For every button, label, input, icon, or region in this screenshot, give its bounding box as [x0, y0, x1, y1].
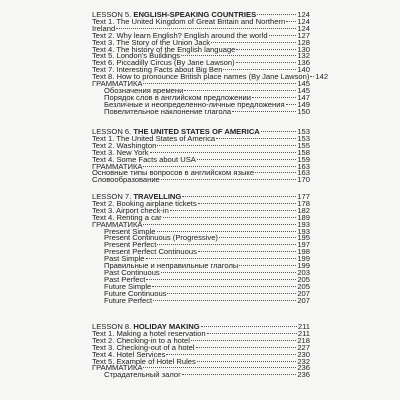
dot-leader — [223, 69, 296, 70]
entry-title: Text 5. London's Buildings — [92, 51, 180, 61]
entry-title: Text 2. Booking airplane tickets — [92, 198, 197, 208]
dot-leader — [232, 111, 296, 112]
entry-title: Повелительное наклонение глагола — [104, 106, 232, 116]
page-number: 207 — [297, 295, 310, 305]
entry-title: Безличные и неопределенно-личные предложения — [104, 99, 285, 109]
page-number: 236 — [297, 363, 310, 373]
dot-leader — [286, 104, 297, 105]
entry-title: Present Perfect Continuous — [104, 247, 197, 257]
lesson-number: LESSON 7. — [92, 192, 134, 201]
page-number: 205 — [297, 274, 310, 284]
dot-leader — [157, 231, 297, 232]
page-number: 230 — [297, 349, 310, 359]
page-number: 153 — [297, 133, 310, 143]
dot-leader — [236, 62, 297, 63]
dot-leader — [163, 217, 297, 218]
toc-subentry[interactable] — [104, 107, 310, 116]
entry-title: Text 4. Hotel Services — [92, 349, 166, 359]
toc-subentry[interactable] — [104, 296, 310, 305]
entry-title: Text 2. Why learn English? English around the world — [92, 30, 268, 40]
lesson-title: THE UNITED STATES OF AMERICA — [133, 127, 260, 136]
entry-title: Text 4. Some Facts about USA — [92, 154, 196, 164]
dot-leader — [252, 97, 296, 98]
dot-leader — [181, 55, 296, 56]
dot-leader — [198, 251, 296, 252]
entry-title: Present Continuous (Progressive) — [104, 233, 218, 243]
dot-leader — [143, 224, 296, 225]
page-number: 145 — [297, 79, 310, 88]
page-number: 193 — [297, 219, 310, 229]
dot-leader — [184, 90, 296, 91]
dot-leader — [219, 237, 296, 238]
page-number: 218 — [297, 335, 310, 345]
entry-title: Text 4. Renting a car — [92, 212, 162, 222]
lesson-number: LESSON 8. — [92, 322, 134, 331]
entry-title: Text 3. Checking-out of a hotel — [92, 342, 195, 352]
dot-leader — [143, 83, 296, 84]
dot-leader — [150, 152, 297, 153]
dot-leader — [166, 354, 296, 355]
page-number: 189 — [297, 212, 310, 222]
page-number: 128 — [297, 37, 310, 47]
entry-title: Present Perfect — [104, 240, 157, 250]
lesson-number: LESSON 6. — [92, 127, 134, 136]
entry-title: Страдательный залог — [104, 370, 181, 380]
dot-leader — [211, 42, 296, 43]
entry-title: ГРАММАТИКА — [92, 79, 143, 88]
page-number: 198 — [297, 247, 310, 257]
page-number: 150 — [297, 106, 310, 116]
page-number: 155 — [297, 140, 310, 150]
page-number: 163 — [297, 168, 310, 178]
dot-leader — [146, 258, 297, 259]
page-number: 178 — [297, 198, 310, 208]
dot-leader — [161, 272, 297, 273]
page-number: 227 — [297, 342, 310, 352]
dot-leader — [152, 286, 296, 287]
entry-title: Text 1. The United States of America — [92, 133, 216, 143]
entry-title: Text 3. New York — [92, 147, 149, 157]
dot-leader — [157, 244, 296, 245]
page-number: 195 — [297, 233, 310, 243]
entry-title: Text 6. Piccadilly Circus (By Jane Lawson) — [92, 58, 235, 68]
entry-title: Text 1. Making a hotel reservation — [92, 328, 206, 338]
dot-leader — [116, 28, 296, 29]
page-number: 203 — [297, 267, 310, 277]
dot-leader — [255, 172, 296, 173]
entry-title: Text 7. Interesting Facts about Big Ben — [92, 65, 223, 75]
dot-leader — [257, 14, 296, 15]
dot-leader — [269, 35, 297, 36]
page-number: 211 — [297, 322, 310, 331]
page-number: 182 — [297, 205, 310, 215]
dot-leader — [191, 340, 296, 341]
page-number: 127 — [297, 30, 310, 40]
dot-leader — [167, 293, 296, 294]
toc-subentry[interactable] — [104, 370, 310, 379]
entry-title: Порядок слов в английском предложении — [104, 92, 251, 102]
entry-title: Past Perfect — [104, 274, 146, 284]
dot-leader — [216, 138, 296, 139]
dot-leader — [261, 131, 297, 132]
dot-leader — [197, 361, 297, 362]
entry-title: Text 2. Checking-in to a hotel — [92, 335, 190, 345]
entry-title: Text 5. Example of Hotel Rules — [92, 356, 196, 366]
dot-leader — [236, 49, 296, 50]
dot-leader — [153, 300, 296, 301]
page-number: 147 — [297, 92, 310, 102]
entry-title: Text 4. The history of the English language — [92, 44, 236, 54]
page-number: 163 — [297, 161, 310, 171]
entry-title: Text 2. Washington — [92, 140, 157, 150]
entry-title: Future Simple — [104, 281, 152, 291]
dot-leader — [143, 166, 296, 167]
lesson-title: HOLIDAY MAKING — [133, 322, 200, 331]
dot-leader — [161, 179, 297, 180]
page-number: 170 — [297, 175, 310, 185]
page-number: 158 — [297, 147, 310, 157]
page-number: 197 — [297, 240, 310, 250]
entry-title: Обозначения времени — [104, 85, 184, 95]
page-number: 142 — [315, 72, 329, 82]
page-number: 145 — [297, 85, 310, 95]
page-number: 211 — [297, 328, 310, 338]
page-number: 193 — [297, 226, 310, 236]
page-number: 207 — [297, 288, 310, 298]
page-number: 199 — [297, 254, 310, 264]
dot-leader — [196, 347, 297, 348]
dot-leader — [182, 196, 296, 197]
entry-title: Present Simple — [104, 226, 156, 236]
page-number: 130 — [297, 44, 310, 54]
lesson-title: TRAVELLING — [133, 192, 182, 201]
dot-leader — [197, 159, 297, 160]
dot-leader — [198, 203, 297, 204]
page-number: 159 — [297, 154, 310, 164]
page-number: 199 — [297, 261, 310, 270]
entry-title: ГРАММАТИКА — [92, 219, 143, 229]
page-number: 205 — [297, 281, 310, 291]
page-number: 124 — [297, 16, 310, 26]
entry-title: Text 3. The Story of the Union Jack — [92, 37, 211, 47]
entry-title: Text 3. Airport check-in — [92, 205, 169, 215]
dot-leader — [201, 326, 297, 327]
entry-title: Правильные и неправильные глаголы — [104, 261, 239, 270]
entry-title: Text 8. How to pronounce British place names (By Jane Lawson) — [92, 72, 310, 82]
toc-entry[interactable] — [92, 175, 310, 184]
dot-leader — [182, 374, 296, 375]
page-number: 232 — [297, 356, 310, 366]
page-number: 153 — [297, 127, 310, 136]
dot-leader — [239, 265, 296, 266]
page-number: 177 — [297, 192, 310, 201]
entry-title: ГРАММАТИКА — [92, 161, 143, 171]
dot-leader — [146, 279, 296, 280]
entry-title: Past Continuous — [104, 267, 160, 277]
entry-title: Основные типы вопросов в английском языке — [92, 168, 255, 178]
lesson-number: LESSON 5. — [92, 10, 134, 19]
dot-leader — [207, 333, 297, 334]
dot-leader — [170, 210, 297, 211]
dot-leader — [157, 145, 296, 146]
entry-title: ГРАММАТИКА — [92, 363, 143, 373]
entry-title: Past Simple — [104, 254, 145, 264]
entry-title: Словообразование — [92, 175, 160, 185]
dot-leader — [286, 21, 296, 22]
page-number: 149 — [297, 99, 310, 109]
page-number: 132 — [297, 51, 310, 61]
dot-leader — [143, 367, 296, 368]
lesson-title: ENGLISH-SPEAKING COUNTRIES — [133, 10, 257, 19]
entry-title: Future Perfect — [104, 295, 153, 305]
page-number: 124 — [297, 10, 310, 19]
page-number: 124 — [297, 23, 310, 33]
page-number: 136 — [297, 58, 310, 68]
entry-title: Future Continuous — [104, 288, 167, 298]
entry-title: Ireland — [92, 23, 116, 33]
dot-leader — [310, 76, 314, 77]
entry-title: Text 1. The United Kingdom of Great Britain and Northern — [92, 16, 286, 26]
page-number: 140 — [297, 65, 310, 75]
page-number: 236 — [297, 370, 310, 380]
